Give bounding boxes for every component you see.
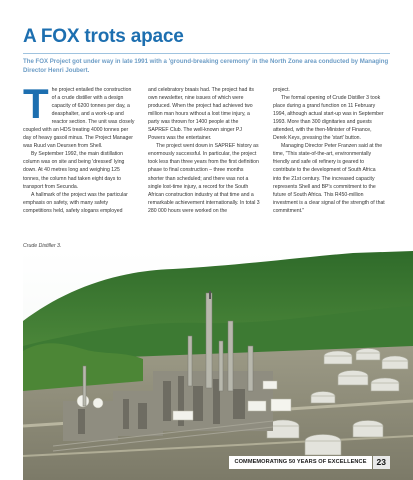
paragraph: The project went down in SAPREF history as enormously successful. In particular, the project took less than three years from the first definition phase to final construction – three months shorter than scheduled; and there was not a single lost-time injury, a record for the South African construction industry at that time and a remarkable achievement internationally. In total 3 280 000 hours were worked on the <box>148 143 260 214</box>
drop-cap: T <box>23 80 49 127</box>
title-rule <box>23 53 390 54</box>
page-number: 23 <box>373 456 390 469</box>
page-footer <box>234 456 390 469</box>
article-title: A FOX trots apace <box>23 26 184 47</box>
paragraph: The formal opening of Crude Distiller 3 took place during a grand function on 11 February 1994, although actual start-up was in September 1993. More than 300 dignitaries and guests attended, with the then-Minister of Finance, Derek Keys, pressing the 'start' button. <box>273 95 384 142</box>
article-standfirst: The FOX Project got under way in late 1991 with a 'ground-breaking ceremony' in the North Zone area conducted by Managing Director Henri Joubert. <box>23 58 389 75</box>
paragraph-text: he project entailed the construction of a crude distiller with a design capacity of 6200 tonnes per day, a deasphalter, and a work-up and reactor section. The unit was closely coupled with an HDS treating 4000 tonnes per day of heavy gasoil minus. The Project Manager was Ruud van Deursen from Shell. <box>23 87 135 150</box>
refinery-photo <box>23 251 413 480</box>
paragraph <box>23 80 135 150</box>
text-column-3 <box>273 86 385 215</box>
text-column-2 <box>148 86 260 215</box>
paragraph: A hallmark of the project was the particular emphasis on safety, with many safety competitions held, safety slogans employed <box>23 191 128 214</box>
paragraph: project. <box>273 87 290 93</box>
paragraph: By September 1992, the main distillation column was on site and being 'dressed' lying down. At 40 metres long and weighing 125 tonnes, the column had taken eight days to transport from Secunda. <box>23 151 125 190</box>
paragraph: and celebratory braais had. The project had its own newsletter, nine issues of which were produced. When the project had achieved two million man hours without a lost time injury, a party was thrown for 1400 people at the SAPREF Club. The well-known singer PJ Powers was the entertainer. <box>148 87 254 142</box>
paragraph: Managing Director Peter Franzen said at the time, "This state-of-the-art, environmentally friendly and safe oil refinery is geared to contribute to the development of South Africa into the 21st century. The increased capacity represents Shell and BP's commitment to the future of South Africa. This R450-million investment is a clear signal of the strength of that commitment." <box>273 143 385 214</box>
text-column-1 <box>23 80 135 215</box>
photo-caption: Crude Distiller 3. <box>23 243 62 249</box>
footer-label: COMMEMORATING 50 YEARS OF EXCELLENCE <box>229 456 371 469</box>
